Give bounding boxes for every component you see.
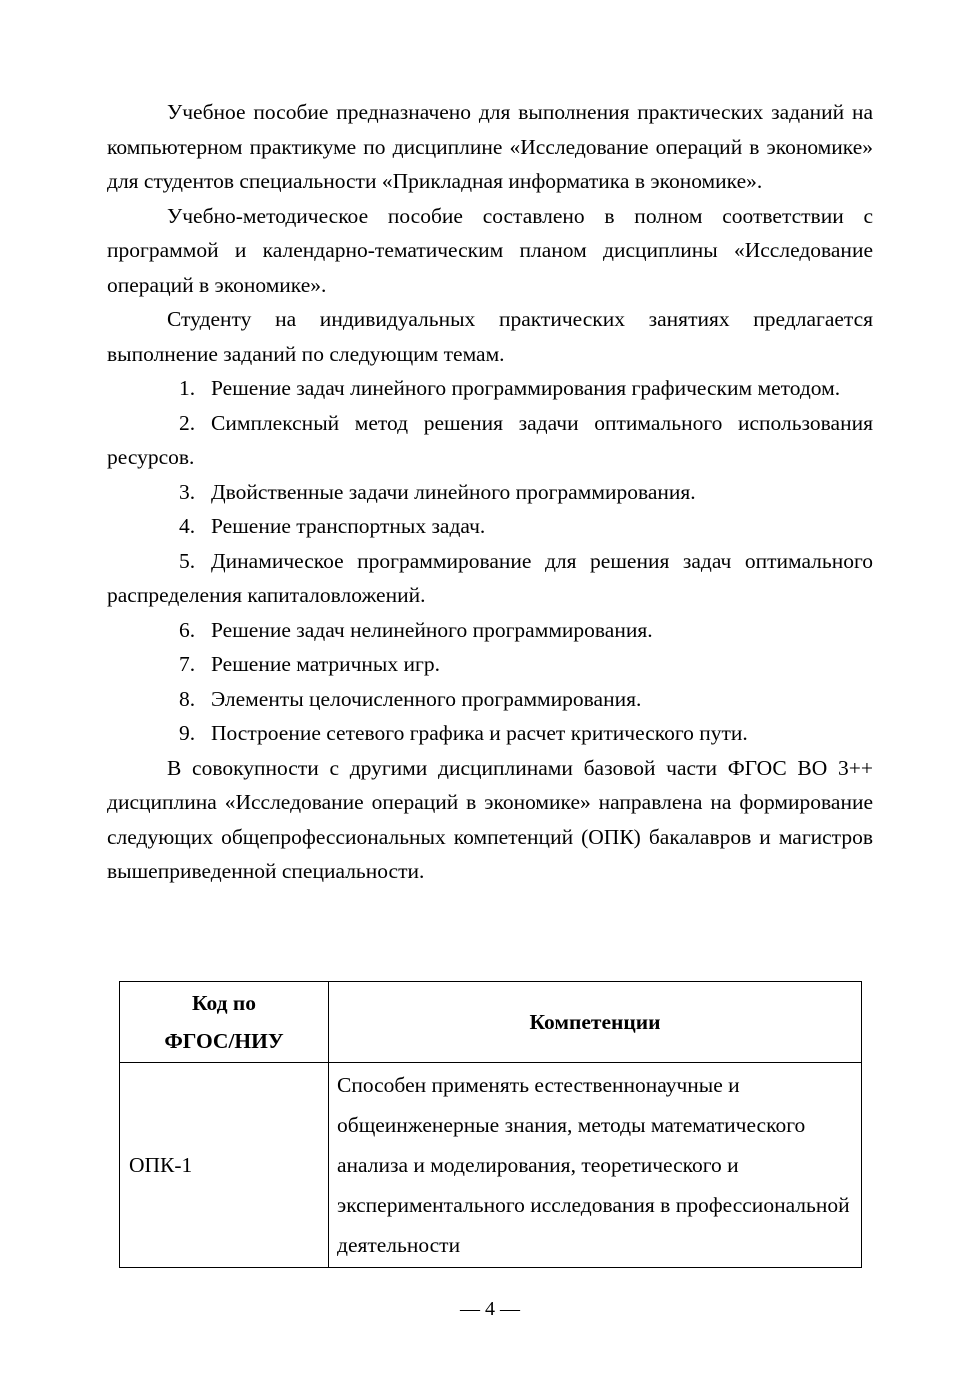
list-item: 8. Элементы целочисленного программирования.	[179, 686, 642, 711]
competency-code: ОПК-1	[120, 1063, 329, 1268]
page-number: — 4 —	[460, 1298, 520, 1320]
topics-list	[107, 371, 873, 751]
intro-paragraph-2: Учебно-методическое пособие составлено в полном соответствии с программой и календарно-тематическим планом дисциплины «Исследование операций в экономике».	[107, 203, 873, 297]
competency-description: Способен применять естественнонаучные и общеинженерные знания, методы математического анализа и моделирования, теоретического и экспериментального исследования в профессиональной деятельности	[329, 1063, 862, 1268]
list-item: 7. Решение матричных игр.	[179, 652, 440, 676]
header-competencies: Компетенции	[329, 982, 862, 1063]
intro-paragraph-1: Учебное пособие предназначено для выполнения практических заданий на компьютерном практикуме по дисциплине «Исследование операций в экономике» для студентов специальности «Прикладная информатика в экономике».	[107, 100, 873, 193]
intro-paragraph-3: Студенту на индивидуальных практических занятиях предлагается выполнение заданий по следующим темам.	[107, 307, 873, 366]
table-header-row	[120, 982, 862, 1063]
list-item: 9. Построение сетевого графика и расчет критического пути.	[179, 721, 748, 745]
list-item: 5. Динамическое программирование для решения задач оптимального распределения капиталовложений.	[107, 548, 873, 607]
list-item: 3. Двойственные задачи линейного программирования.	[179, 479, 696, 504]
list-item: 6. Решение задач нелинейного программирования.	[179, 617, 653, 642]
header-code: Код по ФГОС/НИУ	[120, 982, 329, 1063]
page-body	[107, 95, 873, 889]
list-item: 4. Решение транспортных задач.	[179, 514, 486, 538]
list-item: 1. Решение задач линейного программирования графическим методом.	[179, 376, 841, 400]
list-item: 2. Симплексный метод решения задачи оптимального использования ресурсов.	[107, 410, 873, 469]
closing-paragraph: В совокупности с другими дисциплинами базовой части ФГОС ВО 3++ дисциплина «Исследование операций в экономике» направлена на формирование следующих общепрофессиональных компетенций (ОПК) бакалавров и магистров вышеприведенной специальности.	[107, 755, 873, 883]
competencies-table	[119, 981, 862, 1268]
table-row	[120, 1063, 862, 1268]
